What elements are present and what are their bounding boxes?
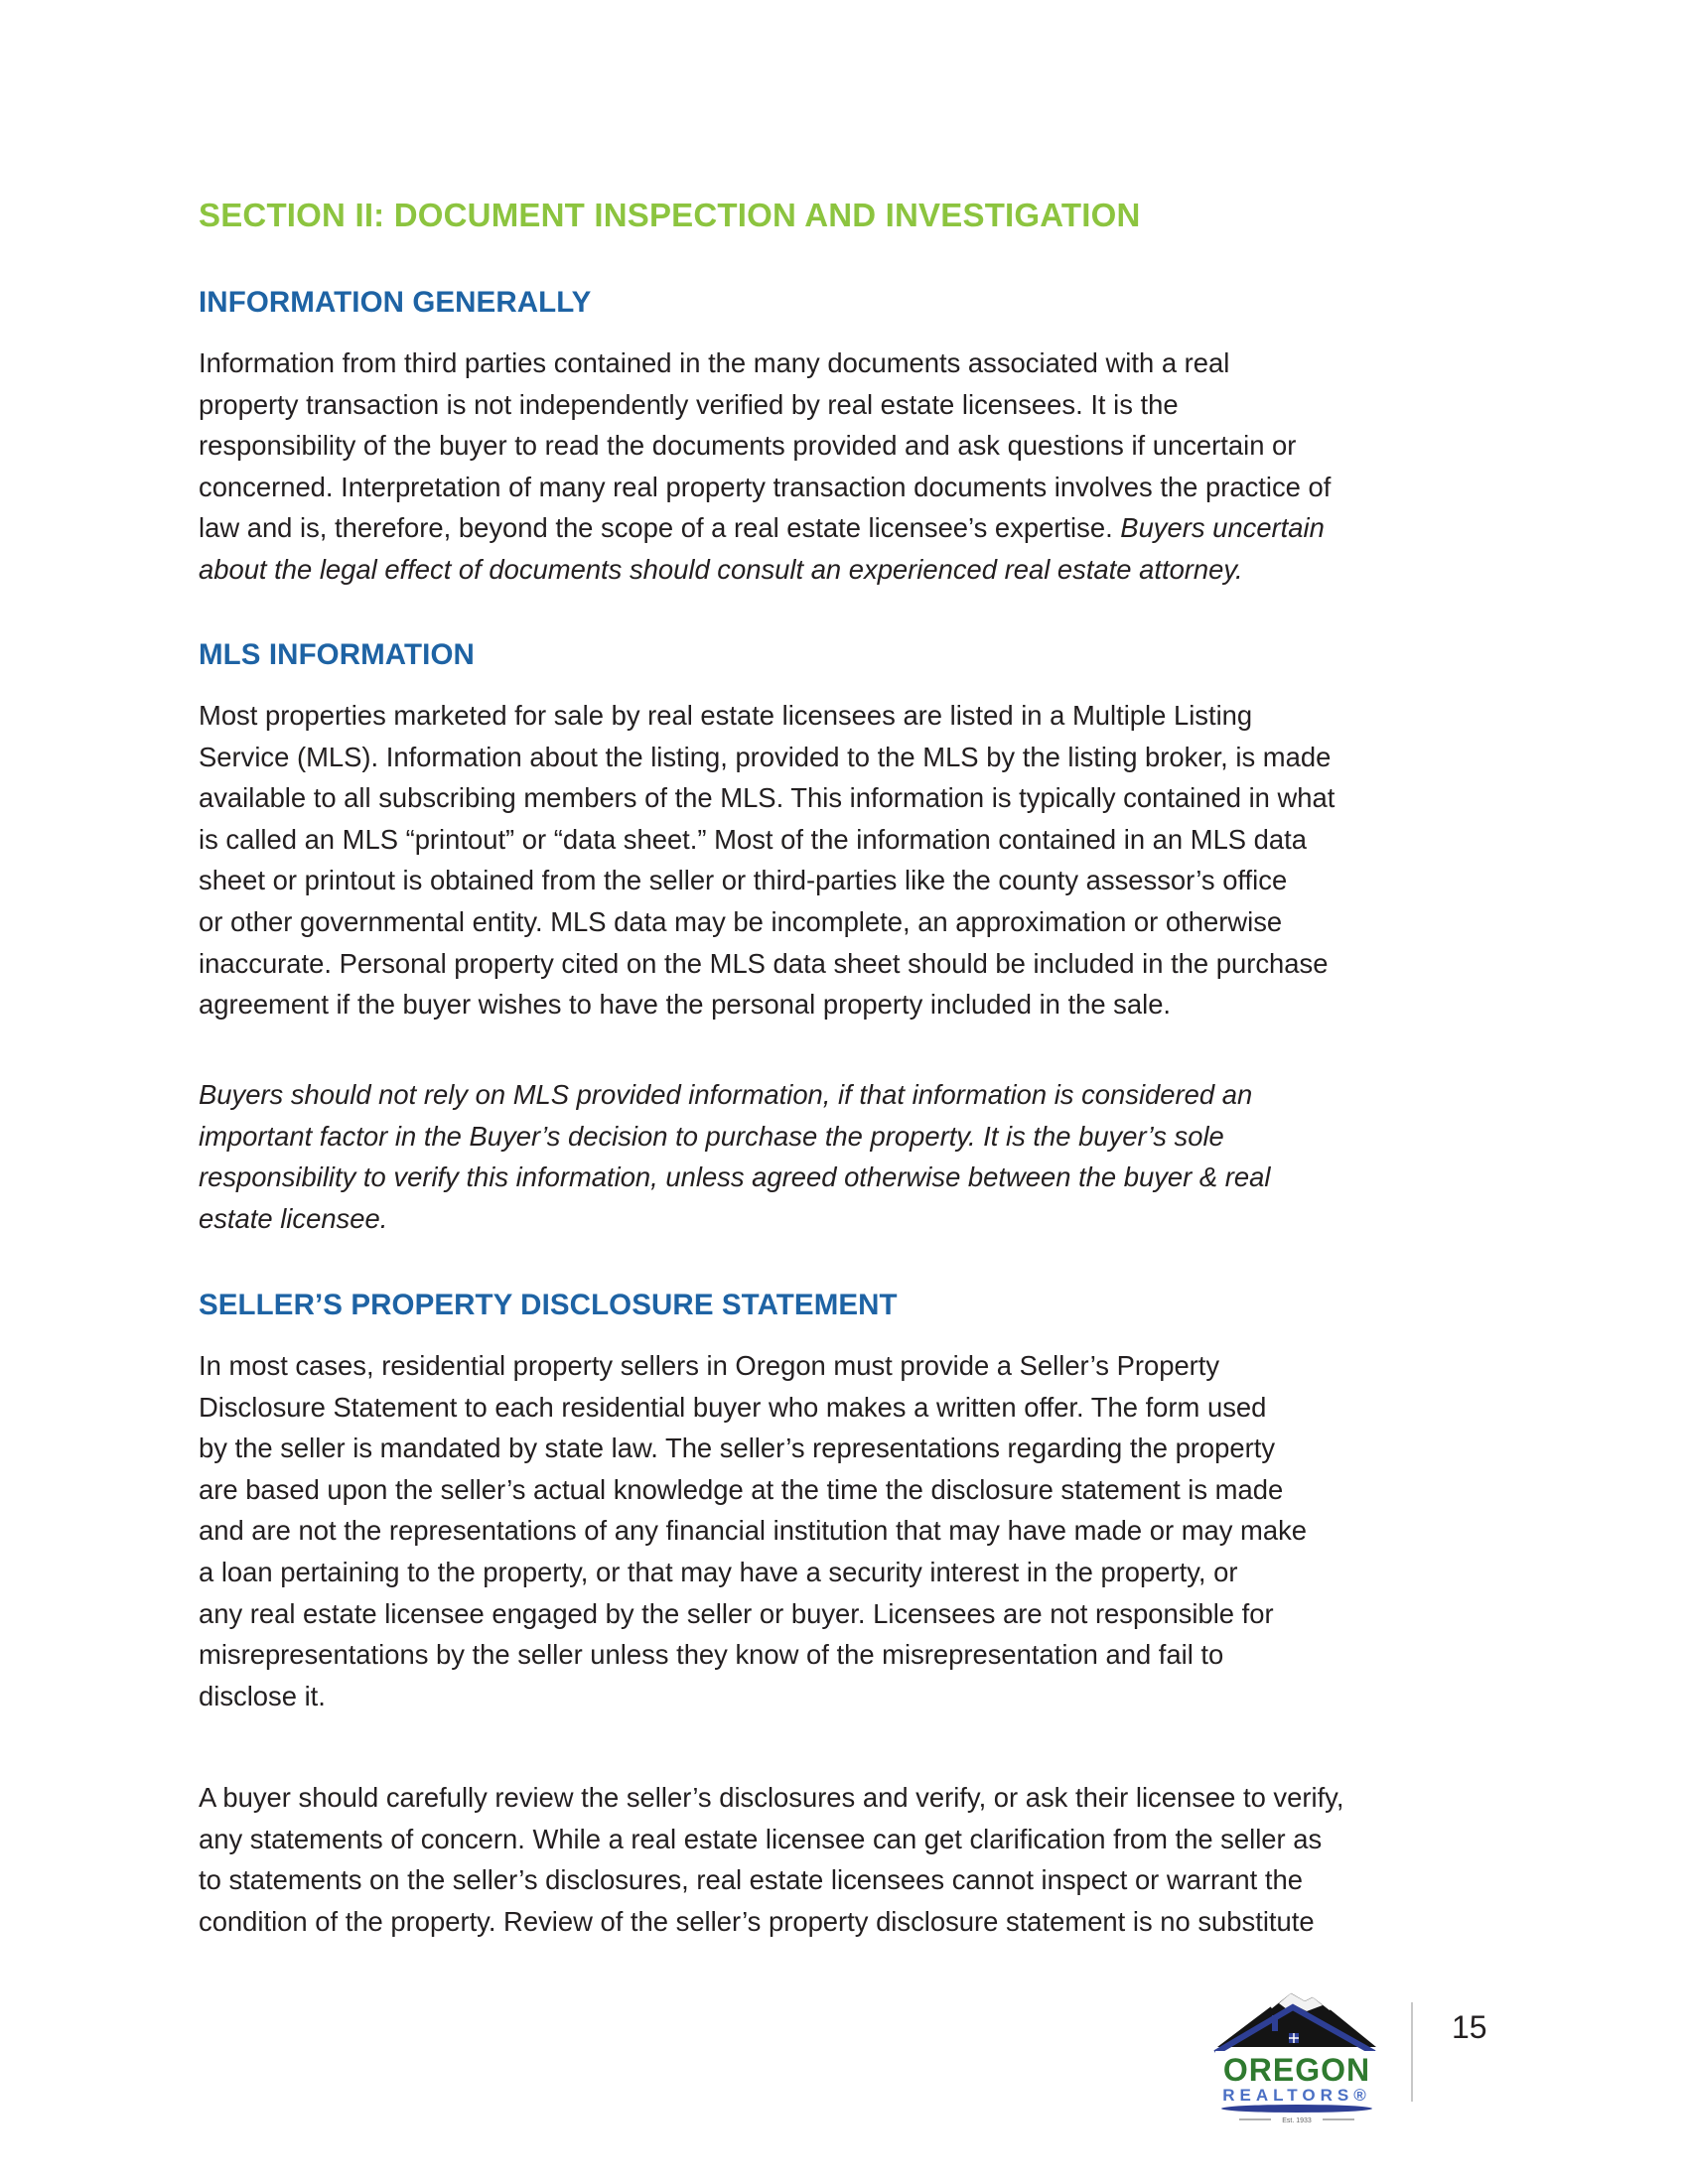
- heading-information-generally: INFORMATION GENERALLY: [199, 286, 592, 319]
- section-title: SECTION II: DOCUMENT INSPECTION AND INVESTIGATION: [199, 197, 1141, 233]
- page-number: 15: [1452, 2009, 1487, 2045]
- heading-sellers-disclosure: SELLER’S PROPERTY DISCLOSURE STATEMENT: [199, 1289, 898, 1321]
- paragraph-information-generally: [199, 342, 1489, 591]
- text-line: misrepresentations by the seller unless they know of the misrepresentation and fail to: [199, 1639, 1224, 1671]
- text-line: Buyers should not rely on MLS provided information, if that information is considered an: [199, 1079, 1253, 1110]
- text-line: estate licensee.: [199, 1202, 388, 1234]
- text-line: Disclosure Statement to each residential buyer who makes a written offer. The form used: [199, 1391, 1267, 1423]
- text-line: and are not the representations of any financial institution that may have made or may make: [199, 1515, 1308, 1547]
- text-line: any statements of concern. While a real estate licensee can get clarification from the seller as: [199, 1823, 1323, 1854]
- text-line: agreement if the buyer wishes to have the personal property included in the sale.: [199, 989, 1172, 1021]
- svg-text:Est. 1933: Est. 1933: [1282, 2117, 1312, 2124]
- paragraph-sellers-disclosure: [199, 1345, 1489, 1716]
- text-line: important factor in the Buyer’s decision to purchase the property. It is the buyer’s sole: [199, 1120, 1224, 1152]
- text-line: disclose it.: [199, 1680, 326, 1711]
- paragraph-mls-disclaimer: [199, 1074, 1489, 1239]
- text-line: Service (MLS). Information about the listing, provided to the MLS by the listing broker, is made: [199, 741, 1332, 772]
- svg-text:OREGON: OREGON: [1222, 2052, 1371, 2088]
- text-line: property transaction is not independently verified by real estate licensees. It is the: [199, 388, 1179, 420]
- text-line: to statements on the seller’s disclosures, real estate licensees cannot inspect or warrant the: [199, 1864, 1303, 1896]
- text-line: concerned. Interpretation of many real property transaction documents involves the practice of: [199, 471, 1332, 502]
- svg-text:REALTORS®: REALTORS®: [1222, 2086, 1371, 2105]
- heading-mls-information: MLS INFORMATION: [199, 638, 475, 671]
- text-line: condition of the property. Review of the seller’s property disclosure statement is no substitute: [199, 1905, 1315, 1937]
- paragraph-mls-information: [199, 695, 1489, 1025]
- text-line: any real estate licensee engaged by the seller or buyer. Licensees are not responsible for: [199, 1597, 1274, 1629]
- text-line: [199, 549, 1489, 591]
- text-line: law and is, therefore, beyond the scope of a real estate licensee’s expertise. Buyers uncertain: [199, 512, 1325, 544]
- text-line: by the seller is mandated by state law. The seller’s representations regarding the property: [199, 1433, 1276, 1464]
- text-line: A buyer should carefully review the seller’s disclosures and verify, or ask their licensee to verify,: [199, 1782, 1344, 1813]
- text-line: In most cases, residential property sellers in Oregon must provide a Seller’s Property: [199, 1350, 1220, 1381]
- text-line: Information from third parties contained in the many documents associated with a real: [199, 347, 1230, 378]
- text-line: is called an MLS “printout” or “data sheet.” Most of the information contained in an MLS data: [199, 823, 1307, 855]
- paragraph-buyer-review: [199, 1777, 1489, 1942]
- text-line: available to all subscribing members of the MLS. This information is typically contained in what: [199, 782, 1336, 814]
- text-line: a loan pertaining to the property, or that may have a security interest in the property, or: [199, 1556, 1238, 1587]
- text-line: are based upon the seller’s actual knowledge at the time the disclosure statement is made: [199, 1473, 1284, 1505]
- oregon-realtors-logo-icon: [1209, 1978, 1384, 2124]
- text-line: responsibility to verify this information, unless agreed otherwise between the buyer & real: [199, 1161, 1271, 1193]
- text-line: sheet or printout is obtained from the seller or third-parties like the county assessor’s office: [199, 865, 1288, 896]
- italic-emphasis: about the legal effect of documents should consult an experienced real estate attorney.: [199, 553, 1243, 585]
- text-line: or other governmental entity. MLS data may be incomplete, an approximation or otherwise: [199, 905, 1283, 937]
- text-line: Most properties marketed for sale by real estate licensees are listed in a Multiple Listing: [199, 700, 1253, 731]
- text-line: responsibility of the buyer to read the documents provided and ask questions if uncertain or: [199, 430, 1297, 462]
- text-line: inaccurate. Personal property cited on the MLS data sheet should be included in the purchase: [199, 947, 1329, 979]
- italic-emphasis: Buyers uncertain: [1120, 512, 1325, 544]
- footer-divider: [1411, 2002, 1413, 2102]
